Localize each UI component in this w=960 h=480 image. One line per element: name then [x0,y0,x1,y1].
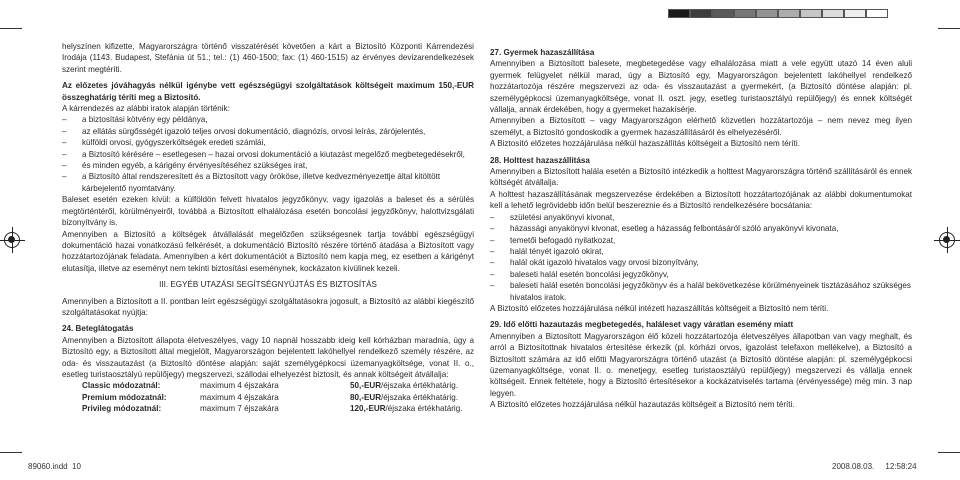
item-28-paragraph-1: Amennyiben a Biztosított halála esetén a Biztosító intézkedik a holttest Magyarországra történő szállításáról és ennek költségét átvállalja. [490,167,912,188]
dash-bullet: – [62,115,67,125]
list-item-text: halál okát igazoló hivatalos vagy orvosi bizonyítvány, [510,258,699,268]
additional-documentation-paragraph: Amennyiben a Biztosító a költségek átvállalását megelőzően szükségesnek tartja további egészségügyi dokumentáció hazai vonatkozású felkérését, a dokumentáció Biztosító részére történő átadása a Biztosított vagy hozzátartozójának feladata. Amennyiben a kért dokumentációt a Biztosító nem kapja meg, ez esetben a kárigényt elutasítja, illetve az eseményt nem tekinti biztosítási eseménynek, kockázaton kívülinek kezeli. [62,229,474,273]
rate-suffix: /éjszaka értékhatárig. [385,404,463,414]
document-list-item [490,246,912,257]
list-item-text: és minden egyéb, a kárigény érvényesítéséhez szükséges irat, [82,161,308,171]
rate-row [62,403,474,414]
item-28-paragraph-3: A Biztosító előzetes hozzájárulása nélkül intézett hazaszállítás költségeit a Biztosító nem téríti. [490,303,829,313]
item-27-paragraph-1: Amennyiben a Biztosított balesete, megbetegedése vagy elhalálozása miatt a vele együtt utazó 14 éven aluli gyermek felügyelet nélkül marad, úgy a Biztosító egy, Magyarországon bejelentett lakóhellyel rendelkező hozzátartozója részére megszervezi az oda- és visszautazást a gyermekért, (a Biztosító döntése alapján: pl. személygépkocsi üzemanyagköltsége, vonat II. oszt. jegy, esetleg turistaosztályú repülőjegy) és ennek költségét vállalja, annak érdekében, hogy a gyermeket hazakísérje. [490,59,912,115]
dash-bullet: – [490,258,495,268]
document-list-item [490,280,912,303]
repatriation-documents-list [490,212,912,303]
registration-mark-right [939,232,955,248]
list-item-text: halál tényét igazoló okirat, [510,246,604,256]
rate-nights: maximum 4 éjszakára [200,381,279,391]
required-documents-list [62,114,474,194]
footer-date: 2008.08.03. [832,462,875,471]
color-swatch [844,9,866,18]
item-27-paragraph-3: A Biztosító előzetes hozzájárulása nélkül hazaszállítás költségeit a Biztosító nem téríti. [490,139,800,149]
item-24-text: Amennyiben a Biztosított állapota életveszélyes, vagy 10 napnál hosszabb ideig kell kórházban maradnia, úgy a Biztosító egy, a Biztosított által megjelölt, Magyarországon bejelentett lakóhellyel rendelkező személy részére, az oda- és visszautazást (a Biztosító döntése alapján: saját személygépkocsi üzemanyagköltsége, vonat II. o., esetleg turistaosztályú repülőjegy) megszervezi, szállodai elhelyezést biztosít, és annak költségeit átvállalja: [62,335,474,379]
document-list-item [490,223,912,234]
docs-intro: A kárrendezés az alábbi iratok alapján történik: [62,104,230,114]
document-list-item [490,235,912,246]
dash-bullet: – [490,269,495,279]
rate-value: 120,-EUR [350,404,386,414]
document-list-item [62,137,474,148]
footer-time: 12:58:24 [885,462,917,471]
dash-bullet: – [62,126,67,136]
rate-row [62,392,474,403]
registration-mark-left [4,232,20,248]
list-item-text: a Biztosító által rendszeresített és a Biztosított vagy örököse, illetve kedvezményezettje által kitöltött kárbejelentő nyomtatvány. [82,172,441,193]
section-intro: Amennyiben a Biztosított a II. pontban leírt egészségügyi szolgáltatásokra jogosult, a Biztosító az alábbi kiegészítő szolgáltatásokat nyújtja: [62,296,474,317]
dash-bullet: – [62,149,67,159]
rate-nights: maximum 4 éjszakára [200,392,279,402]
document-list-item [62,114,474,125]
item-29-paragraph-2: A Biztosító előzetes hozzájárulása nélkül hazautazás költségeit a Biztosító nem téríti. [490,400,795,410]
list-item-text: baleseti halál esetén boncolási jegyzőkönyv és a halál bekövetkezése körülményeinek tisztázásához szükséges hivatalos iratok. [510,281,911,302]
document-list-item [62,171,474,194]
item-29-paragraph-1: Amennyiben a Biztosított Magyarországon élő közeli hozzátartozója életveszélyes állapotban van vagy meghalt, és arról a Biztosítottnak hivatalos értesítése érkezik (pl. kórházi orvos, igazolást telefaxon mellékelve), a Biztosító a Biztosított számára az idő előtti Magyarországra történő utazást (a Biztosító döntése alapján: pl. személygépkocsi üzemanyagköltsége, vonat II. o. menetjegy, esetleg turistaosztályú repülőjegy) megszervezi és vállalja ennek költségeit. Ennek feltétele, hogy a Biztosító értesítésekor a kockázatviselés tartama (érvényessége) még min. 3 nap legyen. [490,331,912,398]
list-item-text: külföldi orvosi, gyógyszerköltségek eredeti számlái, [82,138,266,148]
rate-plan-label: Premium módozatnál: [82,392,167,402]
color-swatch [778,9,800,18]
color-swatch [800,9,822,18]
color-swatch [668,9,690,18]
color-swatch [756,9,778,18]
rate-limit [350,392,474,403]
rate-value: 50,-EUR [350,381,382,391]
color-swatch [712,9,734,18]
color-swatch [866,9,888,18]
item-29-title: 29. Idő előtti hazautazás megbetegedés, haláleset vagy váratlan esemény miatt [490,320,794,330]
item-28-title: 28. Holttest hazaszállítása [490,155,590,165]
dash-bullet: – [62,172,67,182]
color-swatch [822,9,844,18]
list-item-text: születési anyakönyvi kivonat, [510,212,615,222]
rate-nights: maximum 7 éjszakára [200,404,279,414]
section-heading: III. EGYÉB UTAZÁSI SEGÍTSÉGNYÚJTÁS ÉS BIZTOSÍTÁS [159,280,377,290]
rate-row [62,380,474,391]
dash-bullet: – [490,281,495,291]
document-list-item [62,160,474,171]
rate-limit [350,403,474,414]
rate-value: 80,-EUR [350,392,382,402]
intro-paragraph: helyszínen kifizette, Magyarországra történő visszatérését követően a kárt a Biztosító Központi Kárrendezési Irodája (1143. Budapest, Stefánia út 51.; tel.: (1) 460-1500; fax: (1) 460-1515) az érvényes devizarendelkezések szerint megtéríti. [62,42,474,74]
item-27-title: 27. Gyermek hazaszállítása [490,48,595,57]
list-item-text: az ellátás sürgősségét igazoló teljes orvosi dokumentáció, diagnózis, orvosi leírás, zárójelentés, [82,126,426,136]
crop-mark [0,28,22,29]
rates-table [62,380,474,414]
color-swatch [690,9,712,18]
item-24-title: 24. Beteglátogatás [62,324,134,334]
list-item-text: baleseti halál esetén boncolási jegyzőkönyv, [510,269,669,279]
crop-mark [938,28,960,29]
rate-suffix: /éjszaka értékhatárig. [381,381,458,391]
list-item-text: temetői befogadó nyilatkozat, [510,235,616,245]
list-item-text: a biztosítási kötvény egy példánya, [82,115,208,125]
rate-plan-label: Classic módozatnál: [82,381,161,391]
crop-mark [0,452,22,453]
dash-bullet: – [490,235,495,245]
list-item-text: a Biztosító kérésére – esetlegesen – hazai orvosi dokumentáció a kiutazást megelőző megbetegedésekről, [82,149,465,159]
document-list-item [490,257,912,268]
left-column [62,41,474,415]
color-swatch [734,9,756,18]
crop-mark [938,452,960,453]
rate-suffix: /éjszaka értékhatárig. [381,392,458,402]
dash-bullet: – [62,138,67,148]
document-list-item [490,212,912,223]
dash-bullet: – [490,212,495,222]
footer-filename: 89060.indd [28,462,68,471]
accident-documents-paragraph: Baleset esetén ezeken kívül: a külföldön felvett hivatalos jegyzőkönyv, vagy igazolás a baleset és a sérülés megtörténtéről, körülményeiről, továbbá a Biztosított elhalálozása esetén boncolási jegyzőkönyv, halottvizsgálati bizonyítvány is. [62,195,474,228]
footer-timestamp [832,462,917,472]
item-28-paragraph-2: A holttest hazaszállításának megszervezése érdekében a Biztosított hozzátartozójának az alábbi dokumentumokat kell a lehető legrövidebb időn belül beszereznie és a Biztosító rendelkezésére bocsátania: [490,189,912,211]
document-list-item [62,126,474,137]
right-column [490,47,912,411]
color-calibration-bar [668,9,888,18]
document-list-item [490,269,912,280]
rate-plan-label: Privileg módozatnál: [82,404,162,414]
list-item-text: házassági anyakönyvi kivonat, esetleg a házasság felbontásáról szóló anyakönyvi kivonata, [510,224,839,234]
footer-page-number: 10 [72,462,81,471]
document-list-item [62,149,474,160]
dash-bullet: – [490,246,495,256]
dash-bullet: – [490,224,495,234]
footer-file-slug [28,462,81,472]
max-cost-paragraph: Az előzetes jóváhagyás nélkül igénybe vett egészségügyi szolgáltatások költségeit maximum 150,-EUR összeghatárig téríti meg a Biztosító. [62,81,474,102]
rate-limit [350,380,474,391]
item-27-paragraph-2: Amennyiben a Biztosított – vagy Magyarországon elérhető közvetlen hozzátartozója – nem nevez meg ilyen személyt, a Biztosító gondoskodik a gyermek hazaszállításáról és elhelyezéséről. [490,116,912,137]
dash-bullet: – [62,161,67,171]
